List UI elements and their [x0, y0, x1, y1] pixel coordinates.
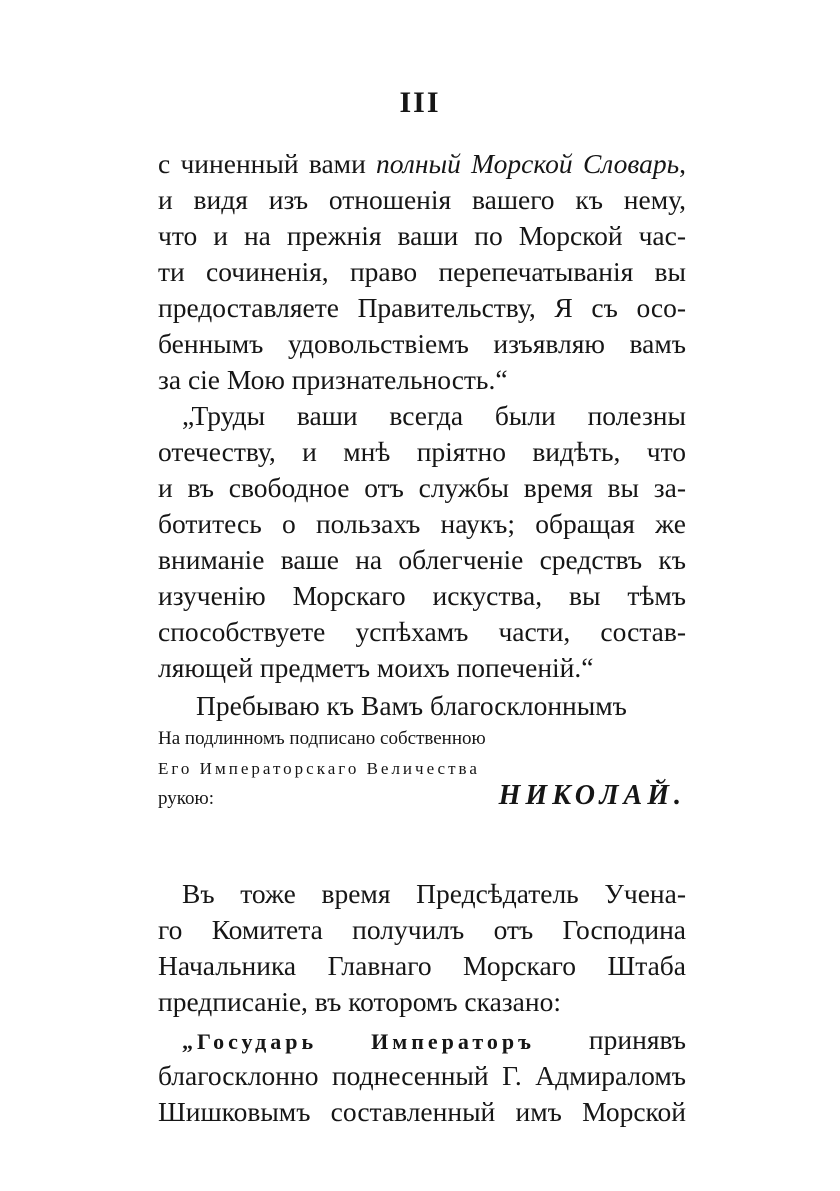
text-line: и въ свободное отъ службы время вы за- — [158, 472, 686, 503]
caps-word: „Государь — [182, 1029, 318, 1054]
text-line: что и на прежнія ваши по Морской час- — [158, 220, 686, 251]
text-line: за сіе Мою признательность.“ — [158, 364, 508, 395]
text-line: предоставляете Правительству, Я съ осо- — [158, 292, 686, 323]
caps-word: Императоръ — [371, 1029, 535, 1054]
text-line: ляющей предметъ моихъ попеченій.“ — [158, 652, 594, 683]
text-line: Въ тоже время Предсѣдатель Учена- — [182, 878, 686, 909]
text-line: Шишковымъ составленный имъ Морской — [158, 1096, 686, 1127]
text-line: вниманіе ваше на облегченіе средствъ къ — [158, 544, 686, 575]
text-line — [182, 1022, 686, 1060]
signature-note: рукою: — [158, 788, 214, 809]
text-segment: принявъ — [588, 1024, 686, 1055]
closing-line: Пребываю къ Вамъ благосклоннымъ — [196, 690, 627, 721]
signature-name: НИКОЛАЙ. — [498, 780, 686, 811]
text-line: го Комитета получилъ отъ Господина — [158, 914, 686, 945]
signature-note: На подлинномъ подписано собственною — [158, 728, 486, 749]
text-line: отечеству, и мнѣ пріятно видѣть, что — [158, 436, 686, 467]
text-line: беннымъ удовольствіемъ изъявляю вамъ — [158, 328, 686, 359]
text-line: „Труды ваши всегда были полезны — [182, 400, 686, 431]
text-segment: с чиненный вами — [158, 148, 377, 179]
text-line: благосклонно поднесенный Г. Адмираломъ — [158, 1060, 686, 1091]
page-number: III — [399, 86, 441, 119]
text-line: ти сочиненія, право перепечатыванія вы — [158, 256, 686, 287]
text-line: предписаніе, въ которомъ сказано: — [158, 986, 561, 1017]
text-line: ботитесь о пользахъ наукъ; обращая же — [158, 508, 686, 539]
text-line — [158, 146, 686, 182]
italic-title: полный Морской Словарь — [376, 148, 680, 179]
text-line: Начальника Главнаго Морскаго Штаба — [158, 950, 686, 981]
text-segment: , — [679, 148, 686, 179]
text-line: и видя изъ отношенія вашего къ нему, — [158, 184, 686, 215]
signature-note: Его Императорскаго Величества — [158, 759, 480, 778]
text-line: способствуете успѣхамъ части, состав- — [158, 616, 686, 647]
text-line: изученію Морскаго искуства, вы тѣмъ — [158, 580, 686, 611]
